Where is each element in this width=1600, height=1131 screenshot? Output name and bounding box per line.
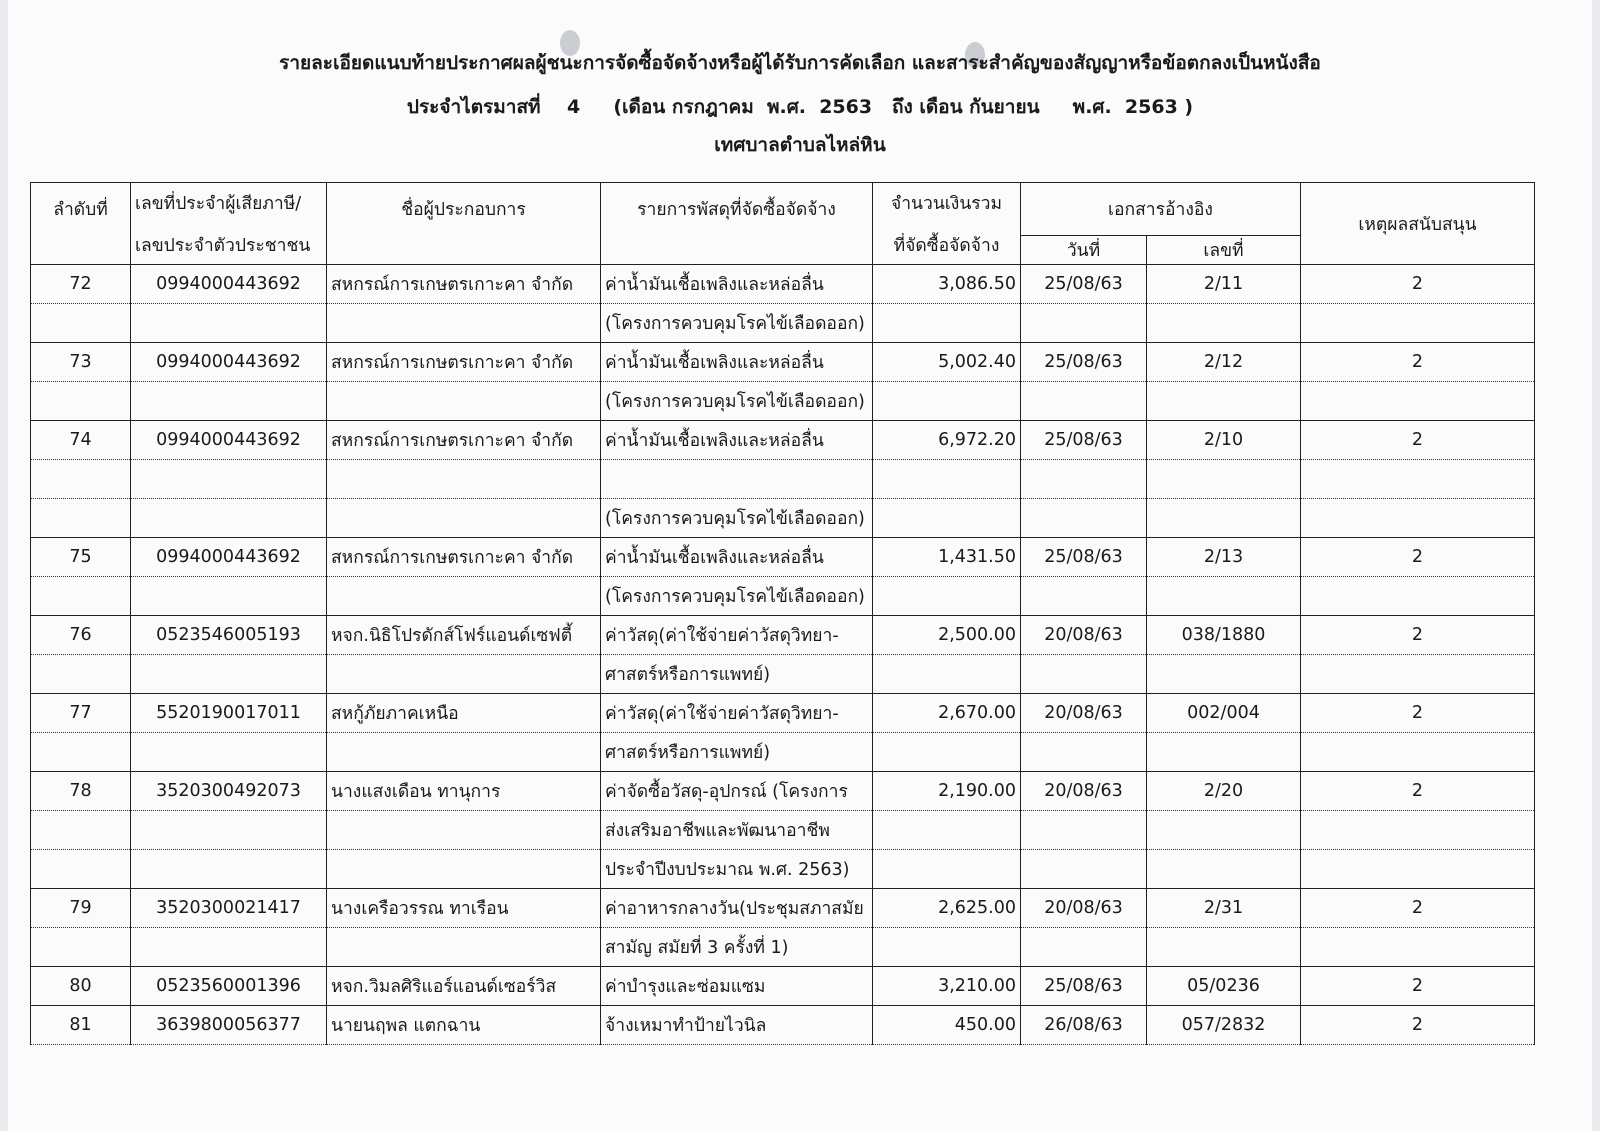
cell-item: ค่าจัดซื้อวัสดุ-อุปกรณ์ (โครงการ bbox=[601, 772, 873, 811]
col-no: ลำดับที่ bbox=[31, 183, 131, 265]
cell-amount bbox=[873, 733, 1021, 772]
cell-amount bbox=[873, 928, 1021, 967]
cell-taxid bbox=[131, 655, 327, 694]
cell-amount: 2,190.00 bbox=[873, 772, 1021, 811]
cell-vendor: สหกรณ์การเกษตรเกาะคา จำกัด bbox=[327, 538, 601, 577]
cell-ref-no: 2/10 bbox=[1147, 421, 1301, 460]
cell-ref-no: 2/31 bbox=[1147, 889, 1301, 928]
cell-vendor: นายนฤพล แตกฉาน bbox=[327, 1006, 601, 1045]
cell-amount: 3,086.50 bbox=[873, 265, 1021, 304]
col-item: รายการพัสดุที่จัดซื้อจัดจ้าง bbox=[601, 183, 873, 265]
cell-no bbox=[31, 811, 131, 850]
table-row bbox=[31, 304, 1535, 343]
cell-vendor: สหกรณ์การเกษตรเกาะคา จำกัด bbox=[327, 265, 601, 304]
cell-amount: 2,625.00 bbox=[873, 889, 1021, 928]
cell-item: ประจำปีงบประมาณ พ.ศ. 2563) bbox=[601, 850, 873, 889]
table-row bbox=[31, 694, 1535, 733]
cell-no: 79 bbox=[31, 889, 131, 928]
cell-vendor: สหกรณ์การเกษตรเกาะคา จำกัด bbox=[327, 343, 601, 382]
col-taxid-line2: เลขประจำตัวประชาชน bbox=[135, 235, 311, 256]
cell-item bbox=[601, 460, 873, 499]
cell-amount bbox=[873, 655, 1021, 694]
cell-ref-no: 057/2832 bbox=[1147, 1006, 1301, 1045]
table-row bbox=[31, 772, 1535, 811]
cell-amount: 450.00 bbox=[873, 1006, 1021, 1045]
cell-ref-date bbox=[1021, 382, 1147, 421]
table-row bbox=[31, 811, 1535, 850]
col-amount-line1: จำนวนเงินรวม bbox=[890, 193, 1003, 214]
cell-amount bbox=[873, 304, 1021, 343]
cell-ref-date: 25/08/63 bbox=[1021, 538, 1147, 577]
cell-ref-date bbox=[1021, 928, 1147, 967]
cell-vendor bbox=[327, 304, 601, 343]
cell-ref-date bbox=[1021, 460, 1147, 499]
cell-amount bbox=[873, 811, 1021, 850]
cell-ref-no bbox=[1147, 577, 1301, 616]
cell-amount: 2,670.00 bbox=[873, 694, 1021, 733]
cell-no: 77 bbox=[31, 694, 131, 733]
cell-vendor: หจก.นิธิโปรดักส์โฟร์แอนด์เซฟตี้ bbox=[327, 616, 601, 655]
cell-ref-date: 25/08/63 bbox=[1021, 967, 1147, 1006]
cell-ref-no bbox=[1147, 850, 1301, 889]
cell-ref-date bbox=[1021, 811, 1147, 850]
cell-amount bbox=[873, 460, 1021, 499]
table-row bbox=[31, 850, 1535, 889]
cell-ref-date: 25/08/63 bbox=[1021, 343, 1147, 382]
cell-reason: 2 bbox=[1301, 538, 1535, 577]
cell-ref-date: 20/08/63 bbox=[1021, 694, 1147, 733]
cell-reason: 2 bbox=[1301, 772, 1535, 811]
col-reason: เหตุผลสนับสนุน bbox=[1301, 183, 1535, 265]
table-row bbox=[31, 499, 1535, 538]
doc-title: รายละเอียดแนบท้ายประกาศผลผู้ชนะการจัดซื้อจัดจ้างหรือผู้ได้รับการคัดเลือก และสาระสำคัญของสัญญาหรือข้อตกลงเป็นหนังสือ bbox=[279, 52, 1321, 74]
cell-ref-date: 20/08/63 bbox=[1021, 889, 1147, 928]
cell-no bbox=[31, 304, 131, 343]
col-vendor: ชื่อผู้ประกอบการ bbox=[327, 183, 601, 265]
cell-no bbox=[31, 382, 131, 421]
table-row bbox=[31, 1006, 1535, 1045]
cell-reason bbox=[1301, 577, 1535, 616]
cell-no: 73 bbox=[31, 343, 131, 382]
cell-taxid bbox=[131, 928, 327, 967]
cell-ref-date bbox=[1021, 577, 1147, 616]
cell-ref-no: 2/20 bbox=[1147, 772, 1301, 811]
table-row bbox=[31, 616, 1535, 655]
cell-reason bbox=[1301, 928, 1535, 967]
cell-item: (โครงการควบคุมโรคไข้เลือดออก) bbox=[601, 577, 873, 616]
cell-amount bbox=[873, 850, 1021, 889]
cell-taxid: 3520300021417 bbox=[131, 889, 327, 928]
cell-ref-date: 26/08/63 bbox=[1021, 1006, 1147, 1045]
cell-amount bbox=[873, 382, 1021, 421]
table-row bbox=[31, 382, 1535, 421]
cell-taxid: 0994000443692 bbox=[131, 343, 327, 382]
cell-reason bbox=[1301, 304, 1535, 343]
cell-reason bbox=[1301, 733, 1535, 772]
table-row bbox=[31, 733, 1535, 772]
cell-taxid: 0994000443692 bbox=[131, 265, 327, 304]
table-row bbox=[31, 460, 1535, 499]
cell-ref-date: 20/08/63 bbox=[1021, 616, 1147, 655]
cell-item: ค่าวัสดุ(ค่าใช้จ่ายค่าวัสดุวิทยา- bbox=[601, 616, 873, 655]
cell-taxid bbox=[131, 811, 327, 850]
cell-no bbox=[31, 928, 131, 967]
procurement-table bbox=[30, 182, 1535, 1045]
cell-vendor bbox=[327, 577, 601, 616]
col-ref-no: เลขที่ bbox=[1147, 236, 1301, 265]
col-taxid-line1: เลขที่ประจำผู้เสียภาษี/ bbox=[135, 193, 302, 214]
cell-taxid: 0523560001396 bbox=[131, 967, 327, 1006]
cell-vendor bbox=[327, 733, 601, 772]
cell-no: 72 bbox=[31, 265, 131, 304]
cell-vendor: นางแสงเดือน ทานุการ bbox=[327, 772, 601, 811]
cell-item: (โครงการควบคุมโรคไข้เลือดออก) bbox=[601, 304, 873, 343]
table-row bbox=[31, 421, 1535, 460]
cell-ref-no bbox=[1147, 304, 1301, 343]
cell-item: ค่าน้ำมันเชื้อเพลิงและหล่อลื่น bbox=[601, 538, 873, 577]
cell-amount bbox=[873, 577, 1021, 616]
cell-taxid bbox=[131, 304, 327, 343]
cell-vendor bbox=[327, 928, 601, 967]
cell-ref-no bbox=[1147, 655, 1301, 694]
cell-taxid: 3639800056377 bbox=[131, 1006, 327, 1045]
cell-taxid bbox=[131, 382, 327, 421]
cell-item: ค่าน้ำมันเชื้อเพลิงและหล่อลื่น bbox=[601, 421, 873, 460]
cell-vendor: สหกรณ์การเกษตรเกาะคา จำกัด bbox=[327, 421, 601, 460]
cell-amount: 6,972.20 bbox=[873, 421, 1021, 460]
cell-taxid: 0994000443692 bbox=[131, 538, 327, 577]
cell-vendor bbox=[327, 850, 601, 889]
cell-vendor bbox=[327, 655, 601, 694]
cell-no: 75 bbox=[31, 538, 131, 577]
cell-vendor: หจก.วิมลศิริแอร์แอนด์เซอร์วิส bbox=[327, 967, 601, 1006]
cell-reason bbox=[1301, 382, 1535, 421]
cell-amount: 1,431.50 bbox=[873, 538, 1021, 577]
cell-reason bbox=[1301, 460, 1535, 499]
cell-ref-no: 038/1880 bbox=[1147, 616, 1301, 655]
cell-ref-date: 25/08/63 bbox=[1021, 421, 1147, 460]
cell-reason bbox=[1301, 655, 1535, 694]
cell-taxid bbox=[131, 460, 327, 499]
table-row bbox=[31, 655, 1535, 694]
table-row bbox=[31, 889, 1535, 928]
cell-ref-date bbox=[1021, 499, 1147, 538]
cell-no: 80 bbox=[31, 967, 131, 1006]
cell-vendor bbox=[327, 499, 601, 538]
cell-reason bbox=[1301, 850, 1535, 889]
table-row bbox=[31, 928, 1535, 967]
cell-reason: 2 bbox=[1301, 1006, 1535, 1045]
cell-ref-date bbox=[1021, 733, 1147, 772]
cell-reason: 2 bbox=[1301, 421, 1535, 460]
cell-item: ค่าอาหารกลางวัน(ประชุมสภาสมัย bbox=[601, 889, 873, 928]
cell-no bbox=[31, 460, 131, 499]
cell-no bbox=[31, 499, 131, 538]
cell-taxid: 3520300492073 bbox=[131, 772, 327, 811]
cell-reason bbox=[1301, 811, 1535, 850]
cell-vendor bbox=[327, 382, 601, 421]
cell-amount: 2,500.00 bbox=[873, 616, 1021, 655]
cell-ref-no bbox=[1147, 928, 1301, 967]
cell-reason bbox=[1301, 499, 1535, 538]
cell-ref-date bbox=[1021, 850, 1147, 889]
cell-item: จ้างเหมาทำป้ายไวนิล bbox=[601, 1006, 873, 1045]
cell-no bbox=[31, 577, 131, 616]
cell-taxid: 0523546005193 bbox=[131, 616, 327, 655]
cell-item: ค่าวัสดุ(ค่าใช้จ่ายค่าวัสดุวิทยา- bbox=[601, 694, 873, 733]
cell-vendor: นางเครือวรรณ ทาเรือน bbox=[327, 889, 601, 928]
cell-reason: 2 bbox=[1301, 694, 1535, 733]
cell-item: ส่งเสริมอาชีพและพัฒนาอาชีพ bbox=[601, 811, 873, 850]
cell-taxid: 0994000443692 bbox=[131, 421, 327, 460]
cell-item: ศาสตร์หรือการแพทย์) bbox=[601, 733, 873, 772]
cell-amount: 3,210.00 bbox=[873, 967, 1021, 1006]
cell-item: สามัญ สมัยที่ 3 ครั้งที่ 1) bbox=[601, 928, 873, 967]
cell-taxid bbox=[131, 850, 327, 889]
cell-reason: 2 bbox=[1301, 967, 1535, 1006]
cell-amount bbox=[873, 499, 1021, 538]
cell-ref-date bbox=[1021, 655, 1147, 694]
cell-ref-no bbox=[1147, 811, 1301, 850]
table-row bbox=[31, 538, 1535, 577]
cell-taxid bbox=[131, 733, 327, 772]
cell-ref-date: 25/08/63 bbox=[1021, 265, 1147, 304]
cell-ref-no: 05/0236 bbox=[1147, 967, 1301, 1006]
cell-no: 81 bbox=[31, 1006, 131, 1045]
cell-no bbox=[31, 733, 131, 772]
cell-ref-no bbox=[1147, 460, 1301, 499]
cell-item: (โครงการควบคุมโรคไข้เลือดออก) bbox=[601, 382, 873, 421]
cell-item: ศาสตร์หรือการแพทย์) bbox=[601, 655, 873, 694]
cell-ref-no: 2/12 bbox=[1147, 343, 1301, 382]
cell-no: 76 bbox=[31, 616, 131, 655]
cell-ref-no: 002/004 bbox=[1147, 694, 1301, 733]
doc-period: ประจำไตรมาสที่ 4 (เดือน กรกฎาคม พ.ศ. 2563 ถึง เดือน กันยายน พ.ศ. 2563 ) bbox=[406, 96, 1194, 118]
cell-no bbox=[31, 655, 131, 694]
col-amount bbox=[873, 183, 1021, 265]
cell-ref-date bbox=[1021, 304, 1147, 343]
cell-item: ค่าน้ำมันเชื้อเพลิงและหล่อลื่น bbox=[601, 265, 873, 304]
col-taxid bbox=[131, 183, 327, 265]
col-ref: เอกสารอ้างอิง bbox=[1021, 183, 1301, 236]
cell-ref-no: 2/13 bbox=[1147, 538, 1301, 577]
table-row bbox=[31, 967, 1535, 1006]
cell-no: 74 bbox=[31, 421, 131, 460]
cell-vendor bbox=[327, 811, 601, 850]
table-row bbox=[31, 265, 1535, 304]
cell-ref-date: 20/08/63 bbox=[1021, 772, 1147, 811]
cell-item: ค่าบำรุงและซ่อมแซม bbox=[601, 967, 873, 1006]
cell-taxid bbox=[131, 577, 327, 616]
doc-organization: เทศบาลตำบลไหล่หิน bbox=[714, 134, 886, 156]
table-row bbox=[31, 343, 1535, 382]
cell-reason: 2 bbox=[1301, 889, 1535, 928]
cell-ref-no bbox=[1147, 382, 1301, 421]
cell-ref-no: 2/11 bbox=[1147, 265, 1301, 304]
table-row bbox=[31, 577, 1535, 616]
cell-item: (โครงการควบคุมโรคไข้เลือดออก) bbox=[601, 499, 873, 538]
cell-reason: 2 bbox=[1301, 343, 1535, 382]
cell-ref-no bbox=[1147, 733, 1301, 772]
cell-no: 78 bbox=[31, 772, 131, 811]
cell-reason: 2 bbox=[1301, 265, 1535, 304]
cell-taxid: 5520190017011 bbox=[131, 694, 327, 733]
cell-vendor bbox=[327, 460, 601, 499]
col-ref-date: วันที่ bbox=[1021, 236, 1147, 265]
cell-amount: 5,002.40 bbox=[873, 343, 1021, 382]
cell-ref-no bbox=[1147, 499, 1301, 538]
cell-taxid bbox=[131, 499, 327, 538]
cell-reason: 2 bbox=[1301, 616, 1535, 655]
cell-no bbox=[31, 850, 131, 889]
col-amount-line2: ที่จัดซื้อจัดจ้าง bbox=[893, 235, 1000, 256]
cell-vendor: สหกู้ภัยภาคเหนือ bbox=[327, 694, 601, 733]
cell-item: ค่าน้ำมันเชื้อเพลิงและหล่อลื่น bbox=[601, 343, 873, 382]
